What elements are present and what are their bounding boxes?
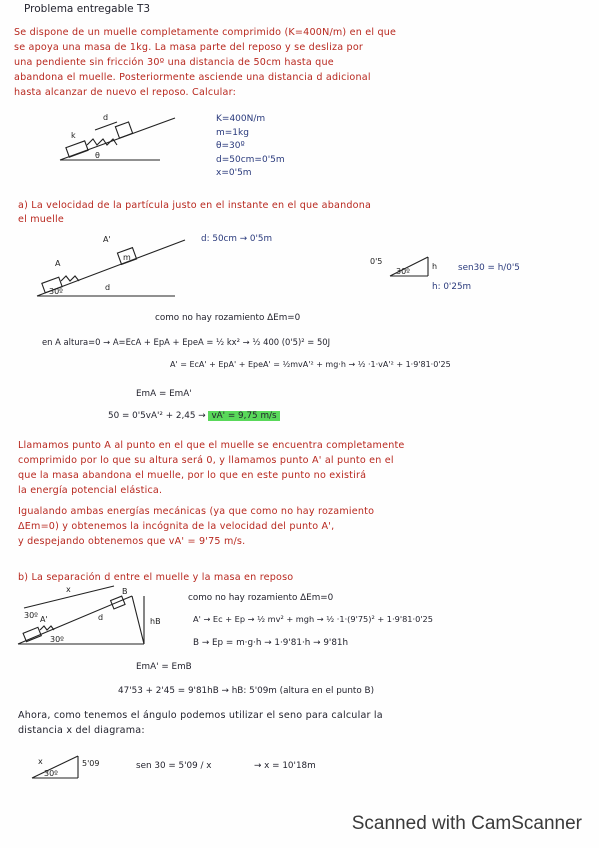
part-a-para2-line-2: ΔEm=0) y obtenemos la incógnita de la velocidad del punto A',	[18, 521, 335, 532]
part-b-para-line-2: distancia x del diagrama:	[18, 725, 145, 736]
fig3-label-B: B	[122, 587, 128, 596]
fig3-label-hB: hB	[150, 617, 161, 626]
fig3-label-d: d	[98, 613, 104, 622]
given-x: x=0'5m	[216, 168, 252, 178]
page-title: Problema entregable T3	[24, 3, 151, 15]
tri-a-hyp: 0'5	[370, 257, 383, 266]
part-a-sin-eq: sen30 = h/0'5	[458, 263, 520, 273]
part-a-eq2: A' = EcA' + EpA' + EpeA' = ½mvA'² + mg·h → ½ ·1·vA'² + 1·9'81·0'25	[170, 360, 451, 369]
figure-spring-incline	[55, 108, 185, 168]
part-a-no-friction: como no hay rozamiento ΔEm=0	[155, 313, 301, 323]
part-a-para2-line-3: y despejando obtenemos que vA' = 9'75 m/s.	[18, 536, 246, 547]
fig3-label-angle-2: 30º	[50, 635, 64, 644]
given-theta: θ=30º	[216, 141, 245, 151]
part-b-eq1: A' → Ec + Ep → ½ mv² + mgh → ½ ·1·(9'75)² + 1·9'81·0'25	[193, 614, 433, 624]
fig2-label-d: d	[105, 283, 111, 292]
part-a-h-result: h: 0'25m	[432, 282, 472, 292]
given-m: m=1kg	[216, 127, 249, 138]
fig1-label-k: k	[71, 131, 76, 140]
figure-triangle-b	[26, 752, 116, 786]
fig3-label-angle-1: 30º	[24, 611, 38, 620]
fig2-label-A-prime: A'	[103, 235, 111, 244]
part-a-para2-line-1: Igualando ambas energías mecánicas (ya que como no hay rozamiento	[18, 506, 375, 517]
part-b-eq4: 47'53 + 2'45 = 9'81hB → hB: 5'09m (altura en el punto B)	[118, 686, 375, 696]
statement-line-5: hasta alcanzar de nuevo el reposo. Calcular:	[14, 87, 236, 98]
part-a-heading-2: el muelle	[18, 214, 64, 225]
part-a-eq4	[108, 411, 280, 421]
fig2-label-angle: 30º	[49, 287, 63, 296]
given-k: K=400N/m	[216, 114, 266, 124]
part-a-eq1: en A altura=0 → A=EcA + EpA + EpeA = ½ kx² → ½ 400 (0'5)² = 50J	[42, 337, 331, 347]
part-b-para-line-1: Ahora, como tenemos el ángulo podemos utilizar el seno para calcular la	[18, 710, 383, 721]
scanner-watermark: Scanned with CamScanner	[351, 813, 582, 834]
part-b-final-eq: sen 30 = 5'09 / x	[136, 761, 212, 771]
part-a-result: vA' = 9,75 m/s	[208, 411, 279, 421]
tri-a-angle: 30º	[396, 267, 410, 276]
statement-line-4: abandona el muelle. Posteriormente asciende una distancia d adicional	[14, 72, 371, 83]
part-b-eq2: B → Ep = m·g·h → 1·9'81·h → 9'81h	[193, 638, 349, 648]
part-a-para1-line-3: que la masa abandona el muelle, por lo que en este punto no existirá	[18, 470, 367, 481]
part-a-eq4-text: 50 = 0'5vA'² + 2,45 →	[108, 411, 206, 421]
fig2-label-A: A	[55, 259, 61, 268]
part-a-d-value: d: 50cm → 0'5m	[201, 234, 273, 244]
part-a-para1-line-1: Llamamos punto A al punto en el que el muelle se encuentra completamente	[18, 440, 405, 451]
tri-b-angle: 30º	[44, 769, 58, 778]
part-b-heading: b) La separación d entre el muelle y la masa en reposo	[18, 572, 294, 583]
part-b-final-result: → x = 10'18m	[254, 761, 316, 771]
statement-line-2: se apoya una masa de 1kg. La masa parte del reposo y se desliza por	[14, 42, 364, 53]
tri-a-leg: h	[432, 262, 438, 271]
given-d: d=50cm=0'5m	[216, 154, 285, 165]
figure-triangle-a	[370, 252, 440, 287]
part-a-heading-1: a) La velocidad de la partícula justo en el instante en el que abandona	[18, 200, 372, 211]
figure-part-a	[35, 232, 195, 302]
given-values	[216, 113, 285, 181]
fig2-label-m: m	[123, 253, 131, 262]
part-b-eq3: EmA' = EmB	[136, 662, 192, 672]
statement-line-3: una pendiente sin fricción 30º una distancia de 50cm hasta que	[14, 57, 334, 68]
fig3-label-A-prime: A'	[40, 615, 48, 624]
fig1-label-d: d	[103, 113, 109, 122]
tri-b-x: x	[38, 757, 43, 766]
fig1-label-theta: θ	[95, 151, 100, 160]
fig3-label-x: x	[66, 585, 71, 594]
tri-b-leg: 5'09	[82, 759, 100, 768]
part-a-para1-line-4: la energía potencial elástica.	[18, 485, 163, 496]
figure-part-b	[14, 585, 174, 650]
part-b-no-friction: como no hay rozamiento ΔEm=0	[188, 593, 334, 603]
part-a-para1-line-2: comprimido por lo que su altura será 0, y llamamos punto A' al punto en el	[18, 455, 394, 466]
statement-line-1: Se dispone de un muelle completamente comprimido (K=400N/m) en el que	[14, 27, 397, 38]
part-a-eq3: EmA = EmA'	[136, 389, 192, 399]
